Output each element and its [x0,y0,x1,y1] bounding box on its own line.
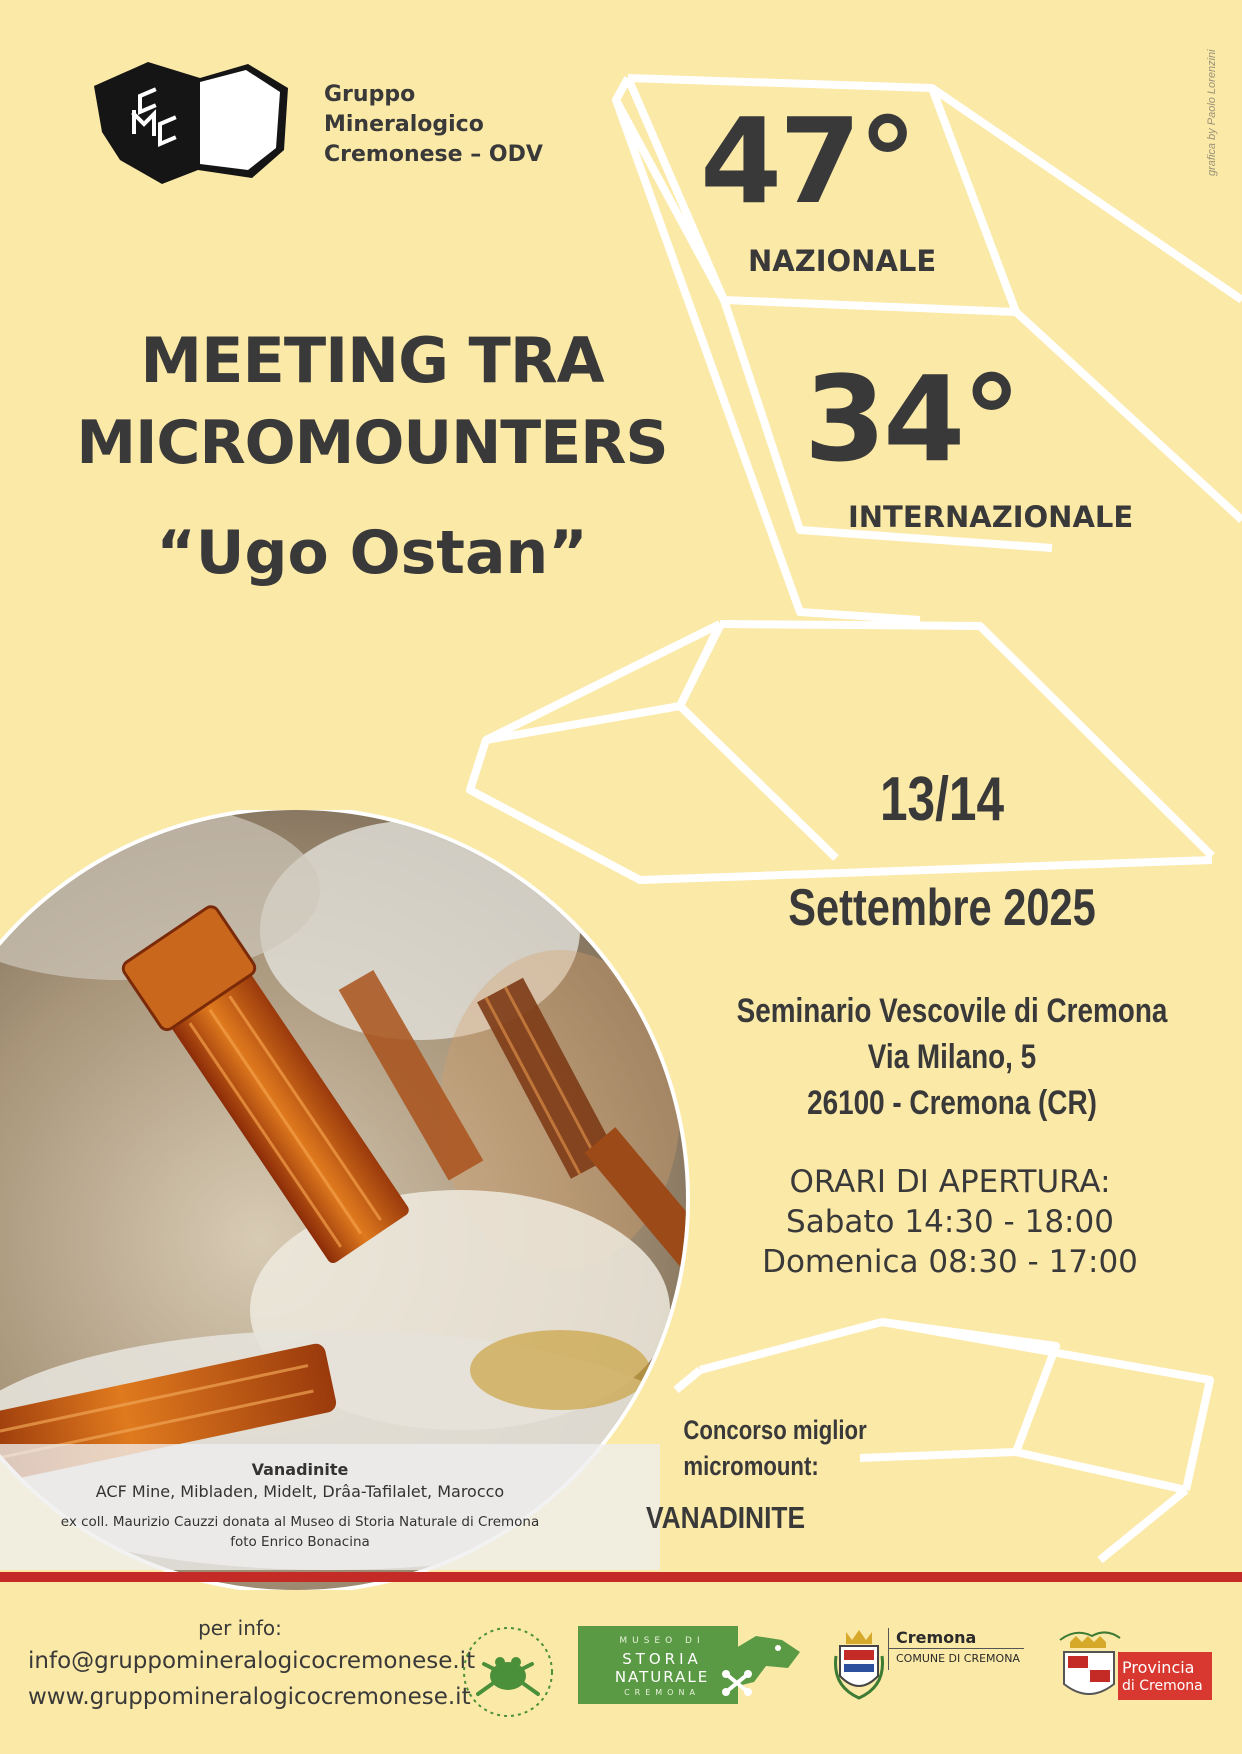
contest-label: Concorso miglior micromount: [683,1415,867,1481]
info-label: per info: [198,1616,282,1640]
gmc-logo [88,56,298,190]
opening-hours-title: ORARI DI APERTURA: [789,1164,1111,1200]
caption-mineral: Vanadinite [251,1460,349,1479]
national-edition-number: 47° [700,92,915,230]
event-days: 13/14 [879,765,1005,834]
website-link[interactable]: www.gruppomineralogicocremonese.it [28,1684,471,1710]
design-credit: grafica by Paolo Lorenzini [1206,49,1218,176]
opening-hours-sunday: Domenica 08:30 - 17:00 [762,1244,1138,1280]
event-dedication: “Ugo Ostan” [156,518,588,588]
comune-cremona-crest-icon [832,1626,886,1702]
venue-name: Seminario Vescovile di Cremona [736,992,1168,1030]
caption-locality: ACF Mine, Mibladen, Midelt, Drâa-Tafilalet, Marocco [95,1482,505,1501]
divider [888,1628,889,1670]
divider [888,1648,1024,1649]
museo-label: STORIA [622,1650,702,1668]
event-title-line1: MEETING TRA [140,324,604,397]
footer-divider [0,1572,1242,1582]
venue-street: Via Milano, 5 [867,1038,1037,1076]
national-edition-label: NAZIONALE [748,244,937,278]
provincia-label: Provincia [1122,1658,1195,1677]
organizer-name [324,80,543,170]
contest-mineral: VANADINITE [646,1500,806,1535]
organizer-name-line: Mineralogico [324,112,484,137]
organizer-name-line: Gruppo [324,82,416,107]
comune-name: Cremona [896,1628,977,1647]
museo-label: NATURALE [614,1668,710,1686]
event-month-year: Settembre 2025 [788,879,1096,937]
international-edition-label: INTERNAZIONALE [848,500,1134,534]
provincia-label: di Cremona [1122,1678,1203,1694]
caption-photo-credit: foto Enrico Bonacina [230,1534,370,1550]
event-title-line2: MICROMOUNTERS [76,408,668,478]
caption-collection: ex coll. Maurizio Cauzzi donata al Museo di Storia Naturale di Cremona [60,1514,540,1530]
organizer-name-line: Cremonese – ODV [324,142,543,167]
gnc-frog-logo [456,1620,560,1724]
international-edition-number: 34° [804,350,1019,488]
venue-city: 26100 - Cremona (CR) [807,1084,1097,1122]
museo-label: CREMONA [624,1688,700,1697]
contact-email-link[interactable]: info@gruppomineralogicocremonese.it [28,1648,476,1674]
opening-hours-saturday: Sabato 14:30 - 18:00 [786,1204,1114,1240]
comune-label: COMUNE DI CREMONA [896,1652,1020,1665]
museo-label: MUSEO DI [619,1636,705,1646]
